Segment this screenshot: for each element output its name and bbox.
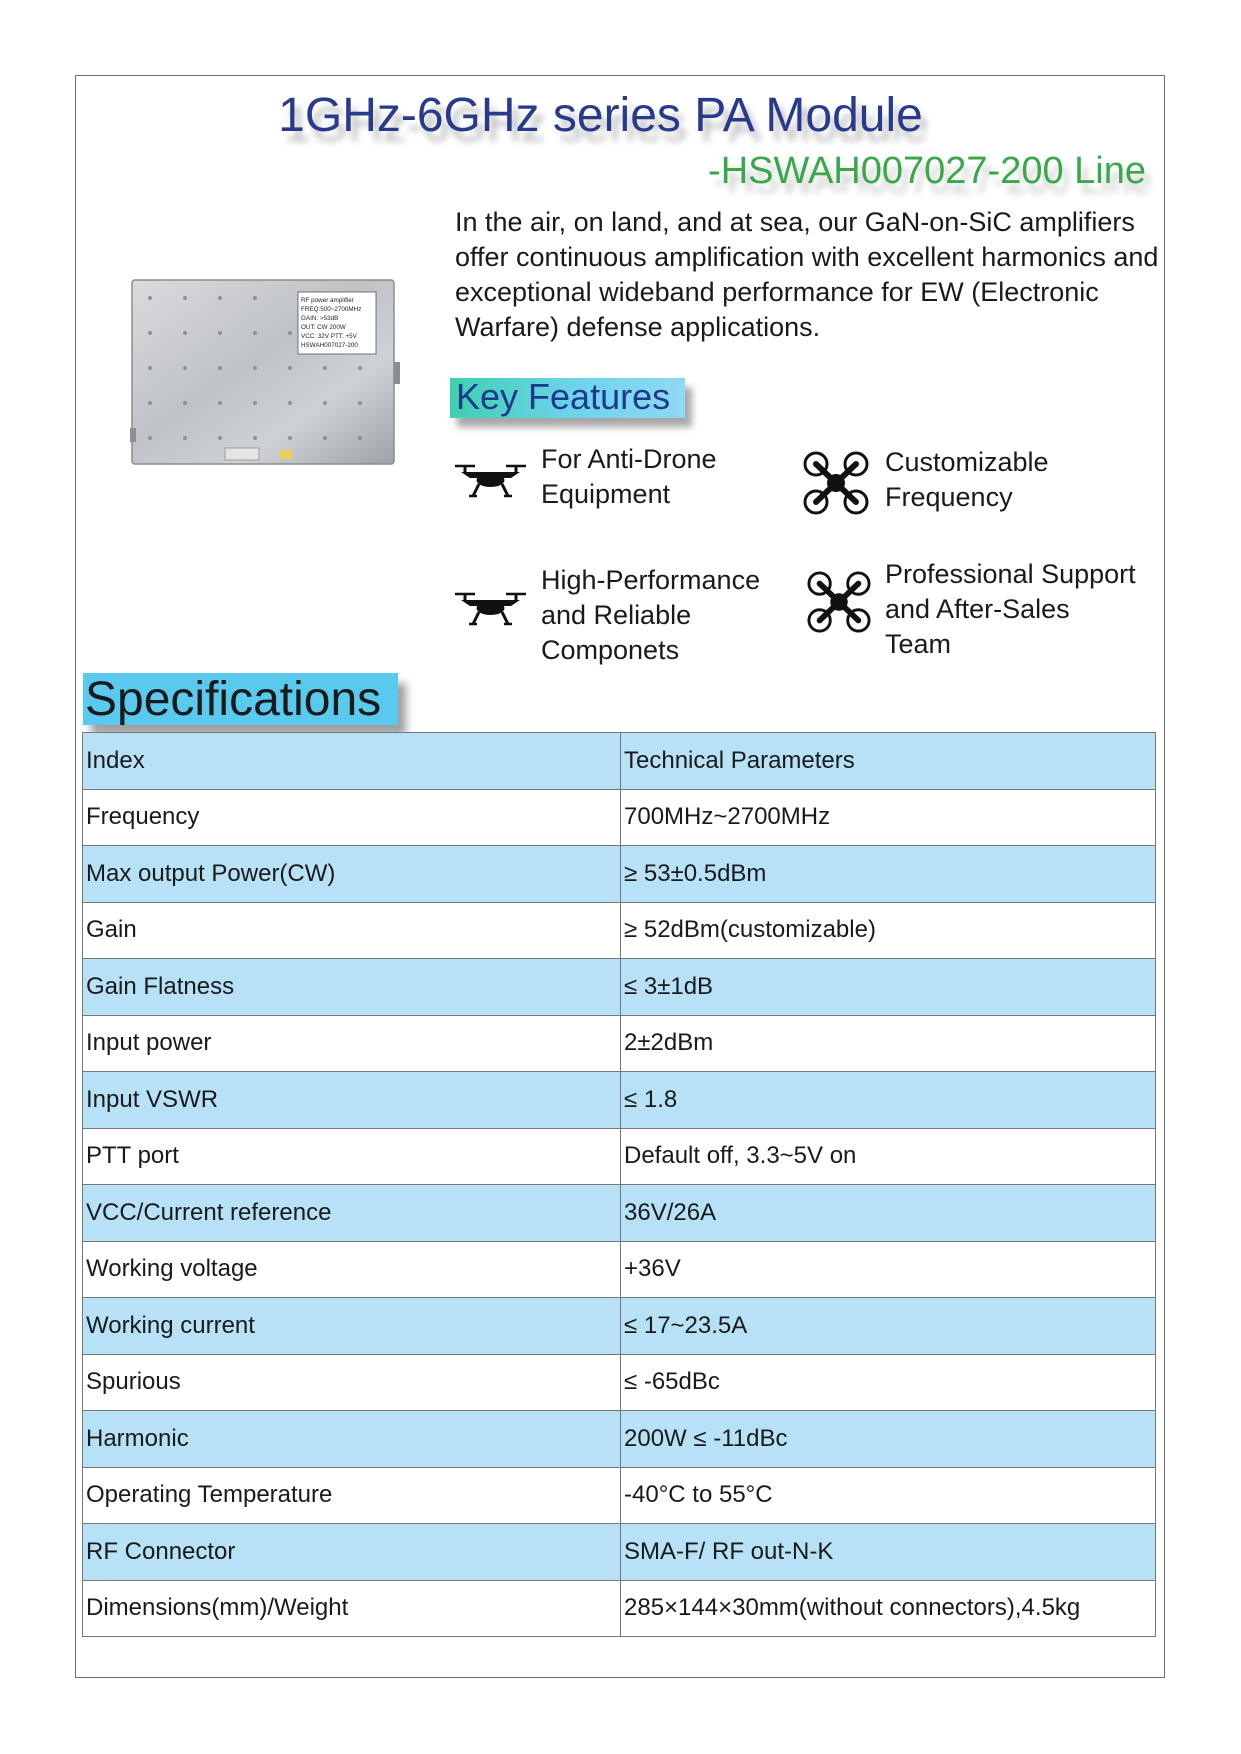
table-row	[83, 1298, 1156, 1355]
label-line-5: VCC: 32V PTT: +5V	[301, 333, 357, 340]
table-row	[83, 1015, 1156, 1072]
feature-professional-support: Professional Support and After-Sales Team	[885, 559, 1136, 659]
spec-value-cell: Default off, 3.3~5V on	[621, 1128, 1156, 1185]
spec-value-cell: ≤ -65dBc	[621, 1354, 1156, 1411]
label-line-3: GAIN: >53dB	[301, 315, 339, 322]
table-row	[83, 1467, 1156, 1524]
specifications-label: Specifications	[85, 673, 382, 726]
spec-index-cell: Harmonic	[83, 1411, 621, 1468]
spec-index-cell: Input VSWR	[83, 1072, 621, 1129]
specifications-heading	[83, 673, 398, 725]
feature-customizable-frequency: Customizable Frequency	[885, 447, 1049, 512]
spec-value-cell: Technical Parameters	[621, 733, 1156, 790]
feature-anti-drone: For Anti-Drone Equipment	[541, 444, 717, 509]
table-row	[83, 1580, 1156, 1637]
spec-index-cell: Gain Flatness	[83, 959, 621, 1016]
spec-index-cell: Gain	[83, 902, 621, 959]
spec-index-cell: Max output Power(CW)	[83, 846, 621, 903]
table-row	[83, 1128, 1156, 1185]
spec-index-cell: Index	[83, 733, 621, 790]
spec-index-cell: Operating Temperature	[83, 1467, 621, 1524]
quadcopter-icon	[801, 450, 871, 516]
spec-value-cell: +36V	[621, 1241, 1156, 1298]
spec-value-cell: 2±2dBm	[621, 1015, 1156, 1072]
label-line-2: FREQ:500~2700MHz	[301, 306, 362, 313]
label-line-4: OUT: CW 200W	[301, 324, 346, 331]
product-line-subtitle: -HSWAH007027-200 Line	[708, 150, 1146, 192]
intro-paragraph: In the air, on land, and at sea, our GaN-on-SiC amplifiers offer continuous amplification with excellent harmonics and exceptional wideband performance for EW (Electronic Warfare) defense applications.	[455, 207, 1159, 342]
spec-index-cell: PTT port	[83, 1128, 621, 1185]
spec-value-cell: ≥ 52dBm(customizable)	[621, 902, 1156, 959]
table-row	[83, 1072, 1156, 1129]
drone-icon	[453, 460, 528, 500]
spec-value-cell: SMA-F/ RF out-N-K	[621, 1524, 1156, 1581]
table-row	[83, 959, 1156, 1016]
spec-value-cell: 36V/26A	[621, 1185, 1156, 1242]
spec-value-cell: ≤ 17~23.5A	[621, 1298, 1156, 1355]
drone-icon	[453, 588, 528, 628]
table-row	[83, 1524, 1156, 1581]
table-row	[83, 1411, 1156, 1468]
spec-index-cell: Dimensions(mm)/Weight	[83, 1580, 621, 1637]
spec-index-cell: Working current	[83, 1298, 621, 1355]
key-features-heading	[450, 378, 685, 418]
spec-index-cell: Frequency	[83, 789, 621, 846]
table-row	[83, 902, 1156, 959]
table-row	[83, 846, 1156, 903]
table-row	[83, 789, 1156, 846]
key-features-label: Key Features	[456, 376, 671, 417]
feature-high-performance: High-Performance and Reliable Componets	[541, 565, 761, 665]
spec-index-cell: VCC/Current reference	[83, 1185, 621, 1242]
spec-index-cell: Spurious	[83, 1354, 621, 1411]
spec-index-cell: Input power	[83, 1015, 621, 1072]
spec-value-cell: ≥ 53±0.5dBm	[621, 846, 1156, 903]
table-row	[83, 1354, 1156, 1411]
spec-value-cell: ≤ 3±1dB	[621, 959, 1156, 1016]
table-header-row	[83, 733, 1156, 790]
spec-value-cell: 700MHz~2700MHz	[621, 789, 1156, 846]
table-row	[83, 1241, 1156, 1298]
spec-index-cell: Working voltage	[83, 1241, 621, 1298]
page-title: 1GHz-6GHz series PA Module	[278, 89, 923, 142]
spec-value-cell: ≤ 1.8	[621, 1072, 1156, 1129]
spec-value-cell: 200W ≤ -11dBc	[621, 1411, 1156, 1468]
product-image	[130, 278, 400, 466]
label-line-6: HSWAH007027-200	[301, 342, 358, 349]
spec-value-cell: 285×144×30mm(without connectors),4.5kg	[621, 1580, 1156, 1637]
table-row	[83, 1185, 1156, 1242]
spec-index-cell: RF Connector	[83, 1524, 621, 1581]
label-line-1: RF power amplifier	[301, 297, 354, 304]
spec-value-cell: -40°C to 55°C	[621, 1467, 1156, 1524]
specifications-table	[82, 732, 1156, 1637]
quadcopter-icon	[805, 570, 873, 634]
